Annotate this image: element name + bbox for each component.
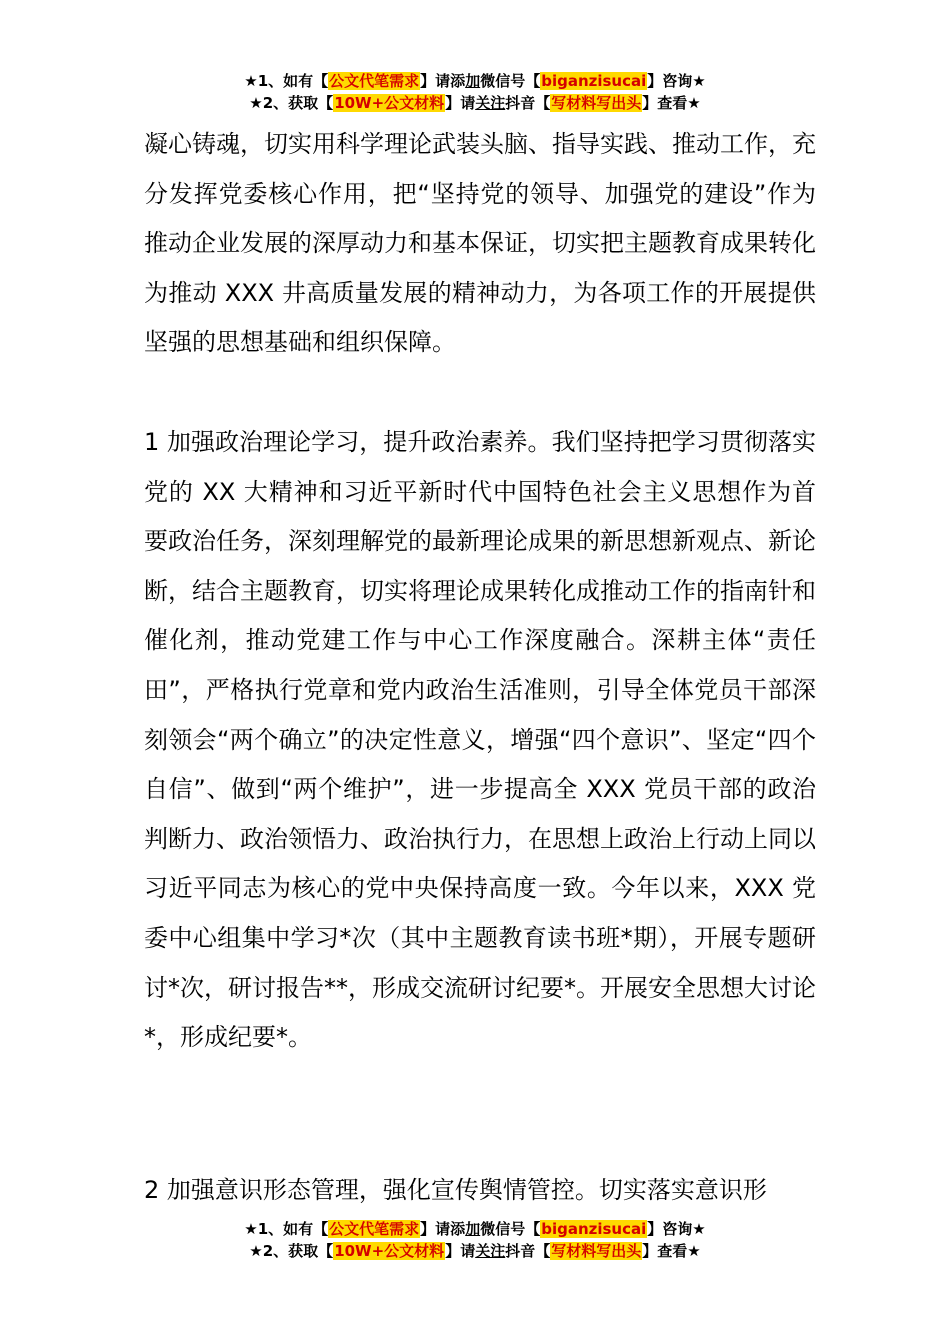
banner-highlight-douyin-id: 写材料写出头 — [551, 94, 642, 112]
banner-text: 】请 — [445, 1242, 476, 1260]
body-paragraph-2 — [144, 418, 816, 1063]
banner-line-1 — [0, 1218, 950, 1240]
header-banner — [0, 70, 950, 114]
banner-text: 】咨询★ — [647, 1220, 706, 1238]
banner-line-1 — [0, 70, 950, 92]
banner-text: ★1、如有【 — [244, 72, 329, 90]
banner-text: 】请添 — [420, 72, 466, 90]
banner-text: ★2、获取【 — [249, 1242, 334, 1260]
banner-highlight: 10W+公文材料 — [334, 94, 445, 112]
banner-text: ★2、获取【 — [249, 94, 334, 112]
banner-highlight-douyin-id: 写材料写出头 — [551, 1242, 642, 1260]
paragraph-text: 1 加强政治理论学习，提升政治素养。我们坚持把学习贯彻落实党的 XX 大精神和习近平新时代中国特色社会主义思想作为首要政治任务，深刻理解党的最新理论成果的新思想新观点、新论断，结合主题教育，切实将理论成果转化成推动工作的指南针和催化剂，推动党建工作与中心工作深度融合。深耕主体“责任田”，严格执行党章和党内政治生活准则，引导全体党员干部深刻领会“两个确立”的决定性意义，增强“四个意识”、坚定“四个自信”、做到“两个维护”，进一步提高全 XXX 党员干部的政治判断力、政治领悟力、政治执行力，在思想上政治上行动上同以习近平同志为核心的党中央保持高度一致。今年以来，XXX 党委中心组集中学习*次（其中主题教育读书班*期），开展专题研讨*次，研讨报告**，形成交流研讨纪要*。开展安全思想大讨论*，形成纪要*。 — [144, 428, 816, 1052]
banner-text: 】咨询★ — [647, 72, 706, 90]
body-paragraph-1 — [144, 120, 816, 368]
banner-highlight: 10W+公文材料 — [334, 1242, 445, 1260]
banner-text: 微信号【 — [480, 1220, 541, 1238]
banner-line-2 — [0, 1240, 950, 1262]
banner-text: 】请添 — [420, 1220, 466, 1238]
banner-text: 】请 — [445, 94, 476, 112]
banner-text: 抖音【 — [505, 94, 551, 112]
banner-highlight-wechat-id: biganzisucai — [541, 1220, 647, 1238]
banner-underlined: 关注 — [475, 94, 506, 112]
footer-banner — [0, 1218, 950, 1262]
body-paragraph-3 — [144, 1166, 816, 1216]
paragraph-text: 2 加强意识形态管理，强化宣传舆情管控。切实落实意识形 — [144, 1176, 767, 1204]
banner-highlight: 公文代笔需求 — [329, 72, 420, 90]
banner-highlight: 公文代笔需求 — [329, 1220, 420, 1238]
banner-underlined: 加 — [465, 1220, 481, 1238]
banner-highlight-wechat-id: biganzisucai — [541, 72, 647, 90]
banner-text: ★1、如有【 — [244, 1220, 329, 1238]
banner-text: 】查看★ — [642, 94, 701, 112]
banner-line-2 — [0, 92, 950, 114]
banner-text: 抖音【 — [505, 1242, 551, 1260]
banner-underlined: 加 — [465, 72, 481, 90]
banner-underlined: 关注 — [475, 1242, 506, 1260]
paragraph-text: 凝心铸魂，切实用科学理论武装头脑、指导实践、推动工作，充分发挥党委核心作用，把“坚持党的领导、加强党的建设”作为推动企业发展的深厚动力和基本保证，切实把主题教育成果转化为推动 XXX 井高质量发展的精神动力，为各项工作的开展提供坚强的思想基础和组织保障。 — [144, 130, 816, 357]
banner-text: 】查看★ — [642, 1242, 701, 1260]
banner-text: 微信号【 — [480, 72, 541, 90]
